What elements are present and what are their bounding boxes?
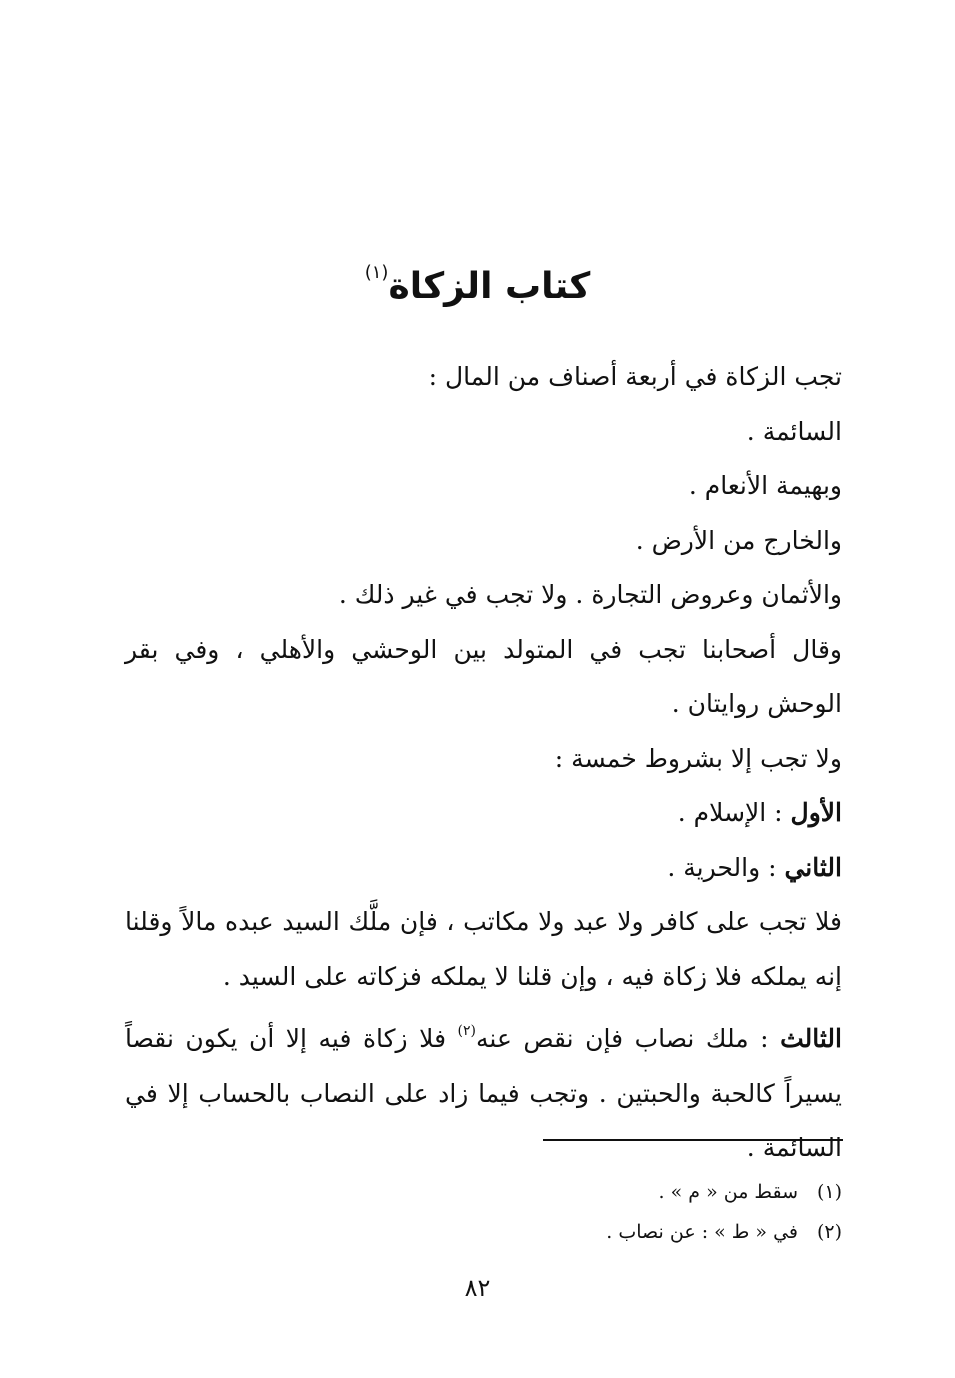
- footnote-divider: [543, 1139, 843, 1141]
- condition-3-text-b: فلا زكاة فيه إلا أن يكون نقصاً يسيراً كالحبة والحبتين . وتجب فيما زاد على النصاب بالحساب إلا في السائمة .: [125, 1024, 842, 1162]
- paragraph-condition-2: [125, 841, 842, 896]
- paragraph-category-1: السائمة .: [746, 416, 842, 446]
- footnote-1-number: (١): [816, 1181, 842, 1203]
- title-footnote-ref: (١): [364, 262, 389, 283]
- footnote-2-text: في « ط » : عن نصاب .: [606, 1221, 798, 1243]
- chapter-title-text: كتاب الزكاة: [388, 266, 591, 307]
- paragraph-hybrid-animals: وقال أصحابنا تجب في المتولد بين الوحشي والأهلي ، وفي بقر الوحش روايتان .: [125, 634, 842, 718]
- paragraph-conditions-intro: ولا تجب إلا بشروط خمسة :: [554, 743, 842, 773]
- chapter-title: [0, 238, 955, 322]
- footnote-2-number: (٢): [816, 1221, 842, 1243]
- paragraph-condition-1: [125, 786, 842, 841]
- footnote-2: [125, 1212, 842, 1252]
- condition-3-label: الثالث: [780, 1024, 842, 1053]
- paragraph-condition-3: [125, 1004, 842, 1176]
- footnote-1-text: سقط من « م » .: [658, 1181, 798, 1203]
- paragraph-category-3: والخارج من الأرض .: [635, 525, 842, 555]
- condition-1-text: : الإسلام .: [677, 798, 791, 827]
- condition-2-label: الثاني: [784, 852, 842, 882]
- paragraph-category-4: والأثمان وعروض التجارة . ولا تجب في غير ذلك .: [338, 580, 842, 609]
- condition-2-text: : والحرية .: [667, 852, 785, 882]
- condition-3-text-a: : ملك نصاب فإن نقص عنه: [476, 1024, 781, 1053]
- footnote-1: [125, 1172, 842, 1212]
- footnotes: [125, 1172, 842, 1252]
- page-number: ٨٢: [464, 1274, 491, 1302]
- paragraph-category-2: وبهيمة الأنعام .: [688, 471, 842, 500]
- condition-1-label: الأول: [790, 798, 842, 827]
- paragraph-slave-ownership: فلا تجب على كافر ولا عبد ولا مكاتب ، فإن ملَّك السيد عبده مالاً وقلنا إنه يملكه فلا زكاة فيه ، وإن قلنا لا يملكه فزكاته على السيد .: [125, 907, 842, 991]
- paragraph-intro: تجب الزكاة في أربعة أصناف من المال :: [428, 362, 842, 391]
- main-text: [125, 350, 842, 1176]
- condition-3-footnote-ref: (٢): [457, 1023, 477, 1039]
